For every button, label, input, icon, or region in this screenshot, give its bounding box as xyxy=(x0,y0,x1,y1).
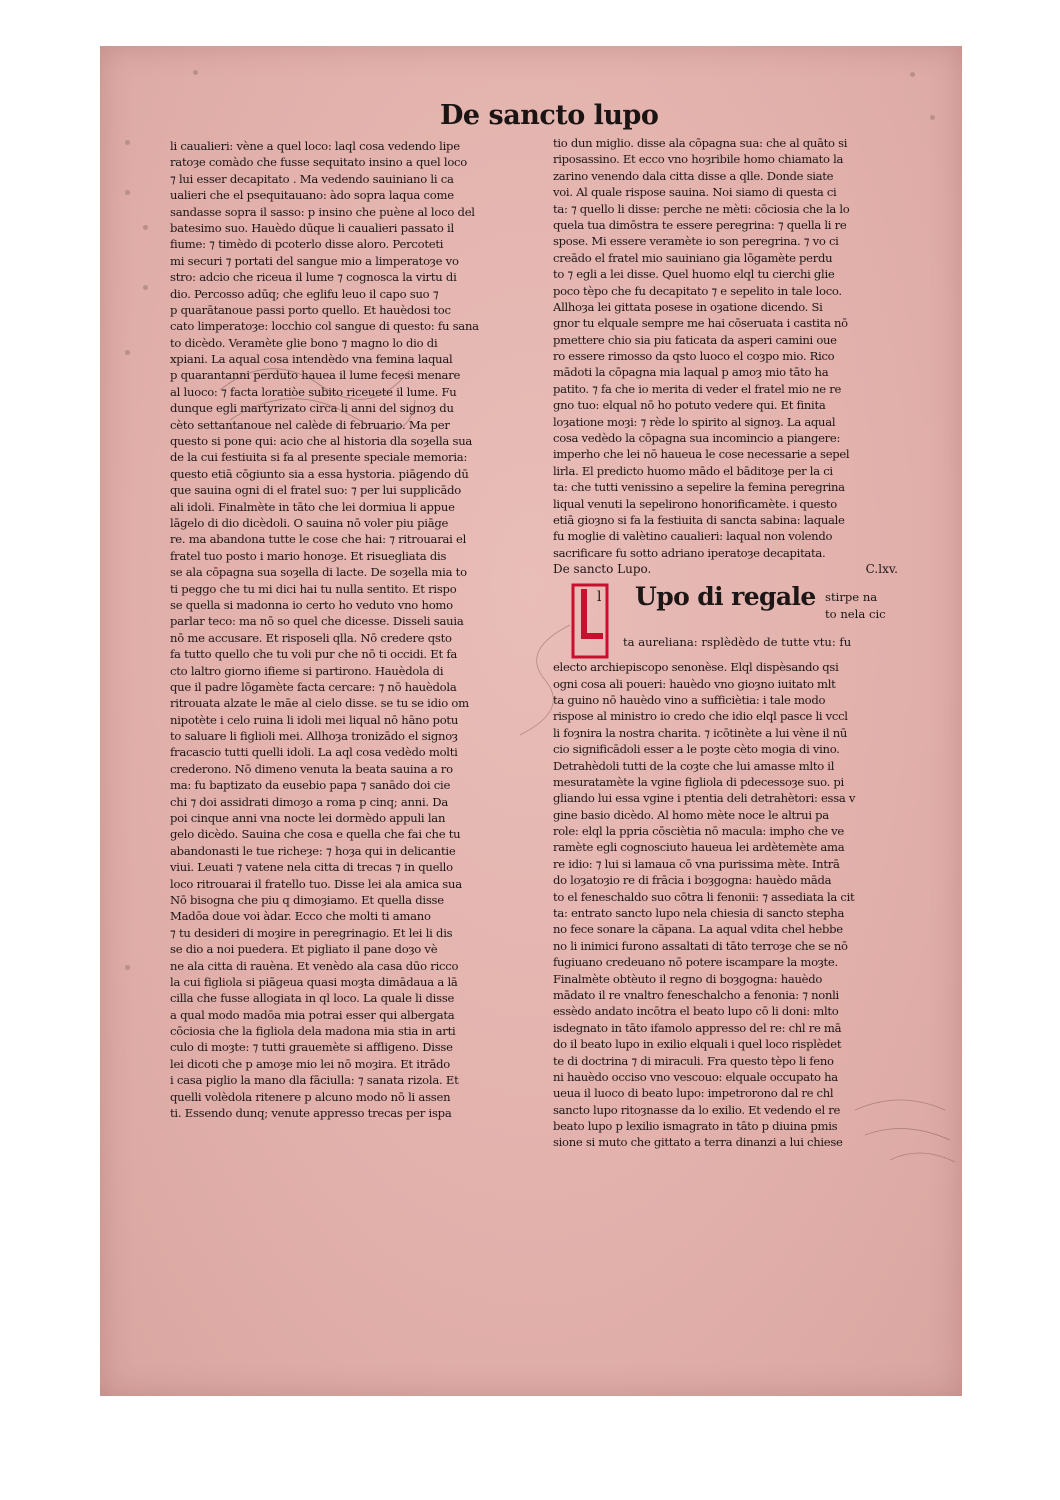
margin-hole xyxy=(125,350,130,355)
text-line: cato limperatoȝe: locchio col sangue di questo: fu sana xyxy=(170,319,479,334)
text-line: viui. Leuati ⁊ vatene nela citta di trecas ⁊ in quello xyxy=(170,860,453,875)
margin-hole xyxy=(125,140,130,145)
text-line: nipotète i celo ruina li idoli mei liqual nō hāno potu xyxy=(170,712,459,727)
text-line: liqual venuti la sepelirono honorificamète. i questo xyxy=(553,496,837,511)
text-line: ti. Essendo dunq; venute appresso trecas per ispa xyxy=(170,1106,452,1121)
text-line: fracascio tutti quelli idoli. La aql cosa vedèdo molti xyxy=(170,745,458,760)
text-line: ali idoli. Finalmète in tāto che lei dormiua li appue xyxy=(170,499,455,514)
text-line: ramète egli cognosciuto haueua lei ardètemète ama xyxy=(553,840,845,855)
text-line: to dicèdo. Veramète glie bono ⁊ magno lo dio di xyxy=(170,335,438,350)
text-line: ta: entrato sancto lupo nela chiesia di sancto stepha xyxy=(553,906,845,921)
left-column xyxy=(170,138,527,1121)
text-line: quelli volèdola ritenere p alcuno modo nō li assen xyxy=(170,1089,451,1104)
text-line: voi. Al quale rispose sauina. Noi siamo di questa ci xyxy=(553,185,837,200)
text-line: culo di moȝte: ⁊ tutti grauemète si affligeno. Disse xyxy=(170,1040,453,1055)
chapter-heading: Upo di regale xyxy=(635,582,816,612)
text-line: ⁊ tu desideri di moȝire in peregrinagio. Et lei li dis xyxy=(170,925,453,940)
margin-hole xyxy=(193,70,198,75)
text-line: fu moglie di valètino caualieri: laqual non volendo xyxy=(553,529,833,544)
text-line: batesimo suo. Hauèdo dūque li caualieri passato il xyxy=(170,220,454,235)
text-line: xpiani. La aqual cosa intendèdo vna femina laqual xyxy=(170,352,453,367)
text-line: gno tuo: elqual nō ho potuto vedere qui. Et finita xyxy=(553,398,826,413)
text-line: role: elql la ppria cōsciètia nō macula: impho che ve xyxy=(553,824,844,839)
text-line: poco tèpo che fu decapitato ⁊ e sepelito in tale loco. xyxy=(553,283,842,298)
margin-hole xyxy=(125,190,130,195)
text-line: gelo dicèdo. Sauina che cosa e quella che fai che tu xyxy=(170,827,461,842)
text-line: re idio: ⁊ lui si lamaua cō vna purissima mète. Intrā xyxy=(553,856,840,871)
text-line: zarino venendo dala citta disse a qlle. Donde siate xyxy=(553,168,834,183)
chapter-heading-tail-2: to nela cic xyxy=(825,607,886,622)
text-line: riposassino. Et ecco vno hoȝribile homo chiamato la xyxy=(553,152,844,167)
text-line: te di doctrina ⁊ di miraculi. Fra questo tèpo li feno xyxy=(553,1053,834,1068)
text-line: Madōa doue voi àdar. Ecco che molti ti amano xyxy=(170,909,431,924)
text-line: ta guino nō hauèdo vino a sufficiètia: i tale modo xyxy=(553,692,826,707)
text-line: patito. ⁊ fa che io merita di veder el fratel mio ne re xyxy=(553,381,842,396)
text-line: Detrahèdoli tutti de la coȝte che lui amasse mlto il xyxy=(553,758,835,773)
text-line: fratel tuo posto i mario honoȝe. Et risuegliata dis xyxy=(170,548,447,563)
text-line: dio. Percosso adūq; che eglifu leuo il capo suo ⁊ xyxy=(170,286,439,301)
text-line: gnor tu elquale sempre me hai cōseruata i castita nō xyxy=(553,316,848,331)
running-head: De sancto lupo xyxy=(440,100,659,131)
text-line: al luoco: ⁊ facta loratiòe subito riceuete il lume. Fu xyxy=(170,384,457,399)
text-line: poi cinque anni vna nocte lei dormèdo appuli lan xyxy=(170,811,446,826)
text-line: fa tutto quello che tu voli pur che nō ti occidi. Et fa xyxy=(170,647,458,662)
text-line: mesuratamète la vgine figliola di pdecessoȝe suo. pi xyxy=(553,774,844,789)
margin-hole xyxy=(910,72,915,77)
text-line: cio significādoli esser a le poȝte cèto mogia di vino. xyxy=(553,742,840,757)
text-line: questo si pone qui: acio che al historia dla soȝella sua xyxy=(170,434,473,449)
text-line: questo etiā cōgiunto sia a essa hystoria. piāgendo dū xyxy=(170,466,469,481)
text-line: ⁊ lui esser decapitato . Ma vedendo sauiniano li ca xyxy=(170,171,454,186)
text-line: essèdo andato incōtra el beato lupo cō li doni: mlto xyxy=(553,1004,839,1019)
text-line: abandonasti le tue richeȝe: ⁊ hoȝa qui in delicantie xyxy=(170,843,456,858)
text-line: p quarātanoue passi porto quello. Et hauèdosi toc xyxy=(170,302,451,317)
text-line: ratoȝe comàdo che fusse sequitato insino a quel loco xyxy=(170,155,468,170)
text-line: spose. Mi essere veramète io son peregrina. ⁊ vo ci xyxy=(553,234,839,249)
text-line: tio dun miglio. disse ala cōpagna sua: che al quāto si xyxy=(553,136,848,150)
text-line: li caualieri: vène a quel loco: laql cosa vedendo lipe xyxy=(170,139,460,153)
text-line: cèto settantanoue nel calède di februario. Ma per xyxy=(170,417,450,432)
text-line: sacrificare fu sotto adriano iperatoȝe decapitata. xyxy=(553,545,826,560)
text-line: fugiuano credeuano nō potere iscampare la moȝte. xyxy=(553,955,838,970)
text-line: mādoti la cōpagna mia laqual p amoȝ mio tāto ha xyxy=(553,365,829,380)
text-line: to ⁊ egli a lei disse. Quel huomo elql tu cierchi glie xyxy=(553,267,835,282)
text-line: sione si muto che gittato a terra dinanzi a lui chiese xyxy=(553,1135,843,1150)
text-line: chi ⁊ doi assidrati dimoȝo a roma p cinq; anni. Da xyxy=(170,794,448,809)
right-column xyxy=(553,135,908,1151)
text-line: i casa piglio la mano dla fāciulla: ⁊ sanata rizola. Et xyxy=(170,1073,459,1088)
text-line: mi securi ⁊ portati del sangue mio a limperatoȝe vo xyxy=(170,253,459,268)
text-line: fiume: ⁊ timèdo di pcoterlo disse aloro. Percoteti xyxy=(170,237,444,252)
text-line: ti peggo che tu mi dici hai tu nulla sentito. Et rispo xyxy=(170,581,457,596)
text-line: la cui figliola si piāgeua quasi moȝta dimādaua a lā xyxy=(170,974,458,989)
text-line: ni hauèdo occiso vno vescouo: elquale occupato ha xyxy=(553,1069,838,1084)
margin-hole xyxy=(143,285,148,290)
text-line: ta: che tutti venissino a sepelire la femina peregrina xyxy=(553,480,845,495)
text-line: stro: adcio che riceua il lume ⁊ cognosca la virtu di xyxy=(170,270,457,285)
text-line: parlar teco: ma nō so quel che dicesse. Disseli sauia xyxy=(170,614,464,629)
text-line: loȝatione moȝi: ⁊ rède lo spirito al signoȝ. La aqual xyxy=(553,414,836,429)
text-line: do loȝatoȝio re di frācia i boȝgogna: hauèdo māda xyxy=(553,873,832,888)
text-line: ro essere rimosso da qsto luoco el coȝpo mio. Rico xyxy=(553,349,835,364)
chapter-opening xyxy=(553,579,908,659)
text-line: mādato il re vnaltro feneschalcho a fenonia: ⁊ nonli xyxy=(553,987,839,1002)
text-line: cōciosia che la figliola dela madona mia stia in arti xyxy=(170,1024,456,1039)
margin-hole xyxy=(125,965,130,970)
chapter-heading-tail-3: ta aureliana: rsplèdèdo de tutte vtu: fu xyxy=(623,635,852,650)
text-line: se dio a noi puedera. Et pigliato il pane doȝo vè xyxy=(170,942,438,957)
text-line: etiā gioȝno si fa la festiuita di sancta sabina: laquale xyxy=(553,512,845,527)
guide-letter: l xyxy=(597,589,602,606)
text-line: do il beato lupo in exilio elquali i quel loco risplèdet xyxy=(553,1037,842,1052)
margin-hole xyxy=(143,225,148,230)
text-line: p quarantanni perduto hauea il lume fecesi menare xyxy=(170,368,461,383)
text-line: sandasse sopra il sasso: p insino che puène al loco del xyxy=(170,204,475,219)
text-line: ta: ⁊ quello li disse: perche ne mèti: cōciosia che la lo xyxy=(553,201,850,216)
text-line: que il padre lōgamète facta cercare: ⁊ nō hauèdola xyxy=(170,679,457,694)
text-line: crederono. Nō dimeno venuta la beata sauina a ro xyxy=(170,761,453,776)
text-line: beato lupo p lexilio ismagrato in tāto p diuina pmis xyxy=(553,1119,838,1134)
text-line: gine basio dicèdo. Al homo mète noce le altrui pa xyxy=(553,807,829,822)
text-line: no fece sonare la cāpana. La aqual vdita chel hebbe xyxy=(553,922,843,937)
text-line: ueua il luoco di beato lupo: impetrorono dal re chl xyxy=(553,1086,834,1101)
text-line: de la cui festiuita si fa al presente speciale memoria: xyxy=(170,450,468,465)
text-line: quela tua dimōstra te essere peregrina: ⁊ quella li re xyxy=(553,217,847,232)
chapter-heading-tail-1: stirpe na xyxy=(825,590,878,605)
text-line: no li inimici furono assaltati di tāto terroȝe che se nō xyxy=(553,938,848,953)
chapter-title: De sancto Lupo. xyxy=(553,562,652,577)
text-line: lirla. El predicto huomo mādo el bāditoȝe per la ci xyxy=(553,463,833,478)
text-line: re. ma abandona tutte le cose che hai: ⁊ ritrouarai el xyxy=(170,532,467,547)
text-line: ogni cosa ali poueri: hauèdo vno gioȝno iuitato mlt xyxy=(553,676,836,691)
text-line: Nō bisogna che piu q dimoȝiamo. Et quella disse xyxy=(170,892,444,907)
text-line: Finalmète obtèuto il regno di boȝgogna: hauèdo xyxy=(553,971,823,986)
text-line: a qual modo madōa mia potrai esser qui albergata xyxy=(170,1007,455,1022)
text-line: cosa vedèdo la cōpagna sua incomincio a piangere: xyxy=(553,431,841,446)
text-line: lei dicoti che p amoȝe mio lei nō moȝira. Et itrādo xyxy=(170,1056,451,1071)
text-line: ma: fu baptizato da eusebio papa ⁊ sanādo doi cie xyxy=(170,778,451,793)
text-line: Allhoȝa lei gittata posese in oȝatione dicendo. Si xyxy=(553,299,823,314)
chapter-title-line xyxy=(553,561,908,579)
text-line: dunque egli martyrizato circa li anni del signoȝ du xyxy=(170,401,454,416)
right-column-bottom-text xyxy=(553,659,908,1151)
text-line: electo archiepiscopo senonèse. Elql dispèsando qsi xyxy=(553,660,839,675)
text-line: pmettere chio sia piu faticata da asperi camini oue xyxy=(553,332,837,347)
text-line: se ala cōpagna sua soȝella di lacte. De soȝella mia to xyxy=(170,565,467,580)
text-line: creādo el fratel mio sauiniano gia lōgamète perdu xyxy=(553,250,833,265)
margin-hole xyxy=(930,115,935,120)
text-line: se quella si madonna io certo ho veduto vno homo xyxy=(170,597,453,612)
text-line: gliando lui essa vgine i ptentia deli detrahètori: essa v xyxy=(553,791,856,806)
text-line: cilla che fusse allogiata in ql loco. La quale li disse xyxy=(170,991,455,1006)
text-line: lāgelo di dio dicèdoli. O sauina nō voler piu piāge xyxy=(170,515,449,530)
text-line: que sauina ogni di el fratel suo: ⁊ per lui supplicādo xyxy=(170,483,462,498)
chapter-number: C.lxv. xyxy=(865,562,898,577)
text-line: sancto lupo ritoȝnasse da lo exilio. Et vedendo el re xyxy=(553,1102,841,1117)
text-line: li foȝnira la nostra charita. ⁊ icōtinète a lui vène il nū xyxy=(553,725,848,740)
text-line: ne ala citta di rauèna. Et venèdo ala casa dūo ricco xyxy=(170,958,459,973)
text-line: to saluare li figlioli mei. Allhoȝa tronizādo el signoȝ xyxy=(170,729,458,744)
text-line: ualieri che el psequitauano: àdo sopra laqua come xyxy=(170,188,454,203)
text-line: nō me accusare. Et risposeli qlla. Nō credere qsto xyxy=(170,630,452,645)
text-line: loco ritrouarai il fratello tuo. Disse lei ala amica sua xyxy=(170,876,462,891)
text-line: isdegnato in tāto ifamolo appresso del re: chl re mā xyxy=(553,1020,842,1035)
text-line: rispose al ministro io credo che idio elql pasce li vccl xyxy=(553,709,848,724)
text-line: cto laltro giorno ifieme si partirono. Hauèdola di xyxy=(170,663,444,678)
text-line: imperho che lei nō haueua le cose necessarie a sepel xyxy=(553,447,850,462)
text-line: ritrouata alzate le māe al cielo disse. se tu se idio om xyxy=(170,696,469,711)
right-column-top-text xyxy=(553,135,908,561)
text-line: to el feneschaldo suo cōtra li fenonii: ⁊ assediata la cit xyxy=(553,889,855,904)
